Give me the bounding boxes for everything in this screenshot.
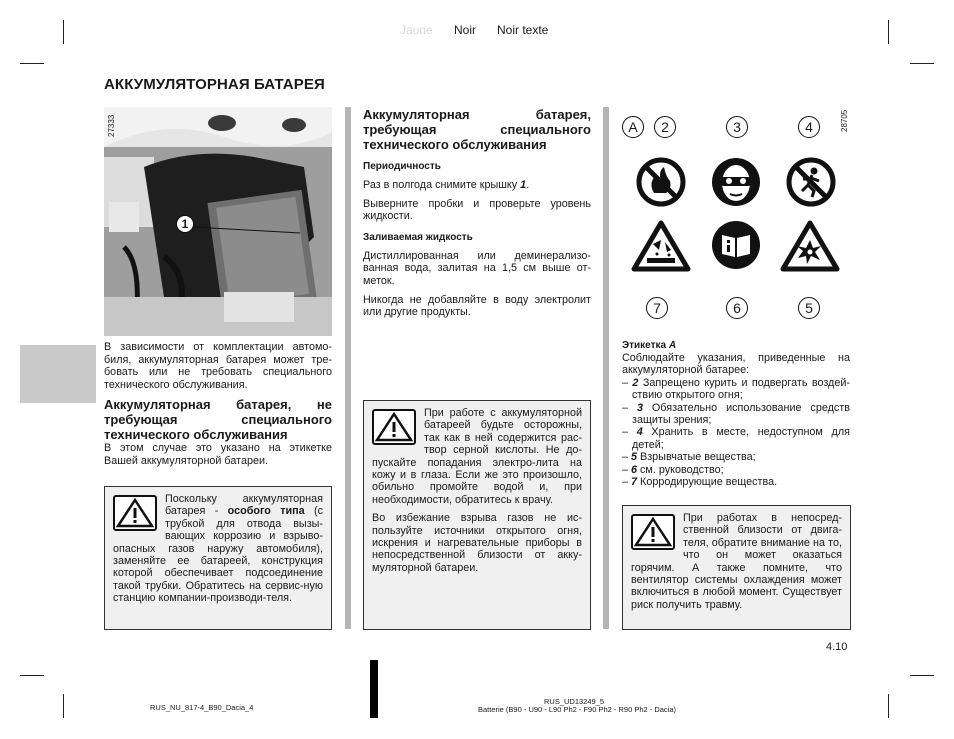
no-fire-icon [636, 157, 686, 207]
subheading-fluid: Заливаемая жидкость [363, 231, 473, 243]
warning-text: При работах в непосред-ственной близости от двига-теля, обратите внимание на то, что он может оказаться горячим. А также помните, что вентилятор системы охлаждения может включиться в любой момент. Существует риск получить травму. [631, 512, 842, 611]
warning-box [622, 505, 851, 630]
section-heading: Аккумуляторная батарея, требующая специального технического обслуживания [363, 107, 591, 152]
subheading-periodicity: Периодичность [363, 161, 441, 172]
symbol-number-4: 4 [798, 116, 820, 138]
warning-icon [631, 514, 675, 550]
symbol-number-5: 5 [798, 297, 820, 319]
battery-label-symbols [622, 109, 852, 327]
list-item: – 3 Обязательно использование средств защиты зрения; [622, 401, 850, 427]
symbol-number-3: 3 [726, 116, 748, 138]
crop-mark [20, 63, 44, 64]
list-item: – 7 Корродирующие вещества. [622, 476, 778, 489]
body-text: Дистиллированная или деминерализо-ванная вода, залитая на 1,5 см выше от-меток. [363, 249, 591, 287]
center-mark [370, 660, 378, 718]
intro-text: Соблюдайте указания, приведенные на аккумуляторной батарее: [622, 352, 850, 377]
corrosive-icon [631, 220, 691, 272]
color-label-black: Noir [454, 23, 477, 37]
callout-1: 1 [176, 215, 194, 233]
warning-box [363, 400, 591, 630]
body-text: Никогда не добавляйте в воду электролит или другие продукты. [363, 293, 591, 319]
warning-box [104, 486, 332, 630]
keep-from-children-icon [786, 157, 836, 207]
crop-mark [910, 675, 934, 676]
eye-protection-icon [711, 157, 761, 207]
list-item: – 6 см. руководство; [622, 463, 724, 476]
warning-icon [113, 495, 157, 531]
warning-icon [372, 409, 416, 445]
color-label-black-text: Noir texte [497, 23, 549, 37]
crop-mark [888, 694, 889, 718]
warning-text: Во избежание взрыва газов не ис-пользуйте источники открытого огня, искрения и нагревательные приборы в непосредственной близости от акку-муляторной батареи. [372, 512, 582, 574]
warning-text: При работе с аккумуляторной батареей будьте осторожны, так как в ней содержится рас-твор серной кислоты. Не до-пускайте попадания электро-лита на кожу и в глаза. Если же это произошло, обильно промойте водой и, при необходимости, обратитесь к врачу. [372, 407, 582, 506]
body-text: Раз в полгода снимите крышку 1. [363, 179, 530, 191]
list-item: – 4 Хранить в месте, недоступном для детей; [622, 426, 850, 451]
section-tab [20, 345, 96, 403]
list-item: – 5 Взрывчатые вещества; [622, 451, 756, 464]
battery-photo [104, 107, 332, 336]
intro-text: В зависимости от комплектации автомо-биля, аккумуляторная батарея может тре-бовать или не требовать специального технического обслуживания. [104, 341, 332, 391]
body-text: В этом случае это указано на этикетке Вашей аккумуляторной батареи. [104, 442, 332, 467]
symbol-number-2: 2 [654, 116, 676, 138]
symbol-number-6: 6 [726, 297, 748, 319]
right-column [622, 340, 850, 488]
symbol-list [622, 377, 850, 489]
column-divider [345, 107, 351, 629]
engine-bay-illustration [104, 107, 332, 336]
explosive-icon [780, 220, 840, 272]
middle-column [363, 107, 591, 319]
color-label-yellow: Jaune [400, 23, 433, 37]
column-divider [603, 107, 609, 629]
left-column [104, 341, 332, 468]
page-number: 4.10 [826, 641, 848, 653]
body-text: Выверните пробки и проверьте уровень жидкости. [363, 197, 591, 223]
photo-reference: 27333 [107, 114, 116, 137]
footer-center-id: RUS_UD13249_5 [544, 697, 605, 706]
footer-center-title: Batterie (B90 - U90 - L90 Ph2 - F90 Ph2 - R90 Ph2 - Dacia) [478, 705, 677, 714]
page-title: АККУМУЛЯТОРНАЯ БАТАРЕЯ [104, 76, 325, 93]
section-heading: Аккумуляторная батарея, не требующая специального технического обслуживания [104, 397, 332, 443]
crop-mark [888, 20, 889, 44]
label-heading: Этикетка A [622, 340, 677, 351]
warning-text: Поскольку аккумуляторная батарея - особого типа (с трубкой для отвода вызы-вающих коррозию и взрыво-опасных газов наружу автомобиля), заменяйте ее батареей, конструкция которой обеспечивает подсоединение такой трубки. Обратитесь на сервис-ную станцию компании-производи-теля. [113, 493, 324, 605]
symbol-number-7: 7 [646, 297, 668, 319]
crop-mark [910, 63, 934, 64]
crop-mark [63, 20, 64, 44]
footer-left: RUS_NU_817-4_B90_Dacia_4 [150, 703, 254, 712]
label-a-marker: A [622, 116, 644, 138]
crop-mark [20, 675, 44, 676]
manual-icon [711, 220, 761, 270]
list-item: – 2 Запрещено курить и подвергать воздей-ствию открытого огня; [622, 376, 850, 402]
image-reference: 28705 [840, 109, 849, 132]
crop-mark [63, 694, 64, 718]
